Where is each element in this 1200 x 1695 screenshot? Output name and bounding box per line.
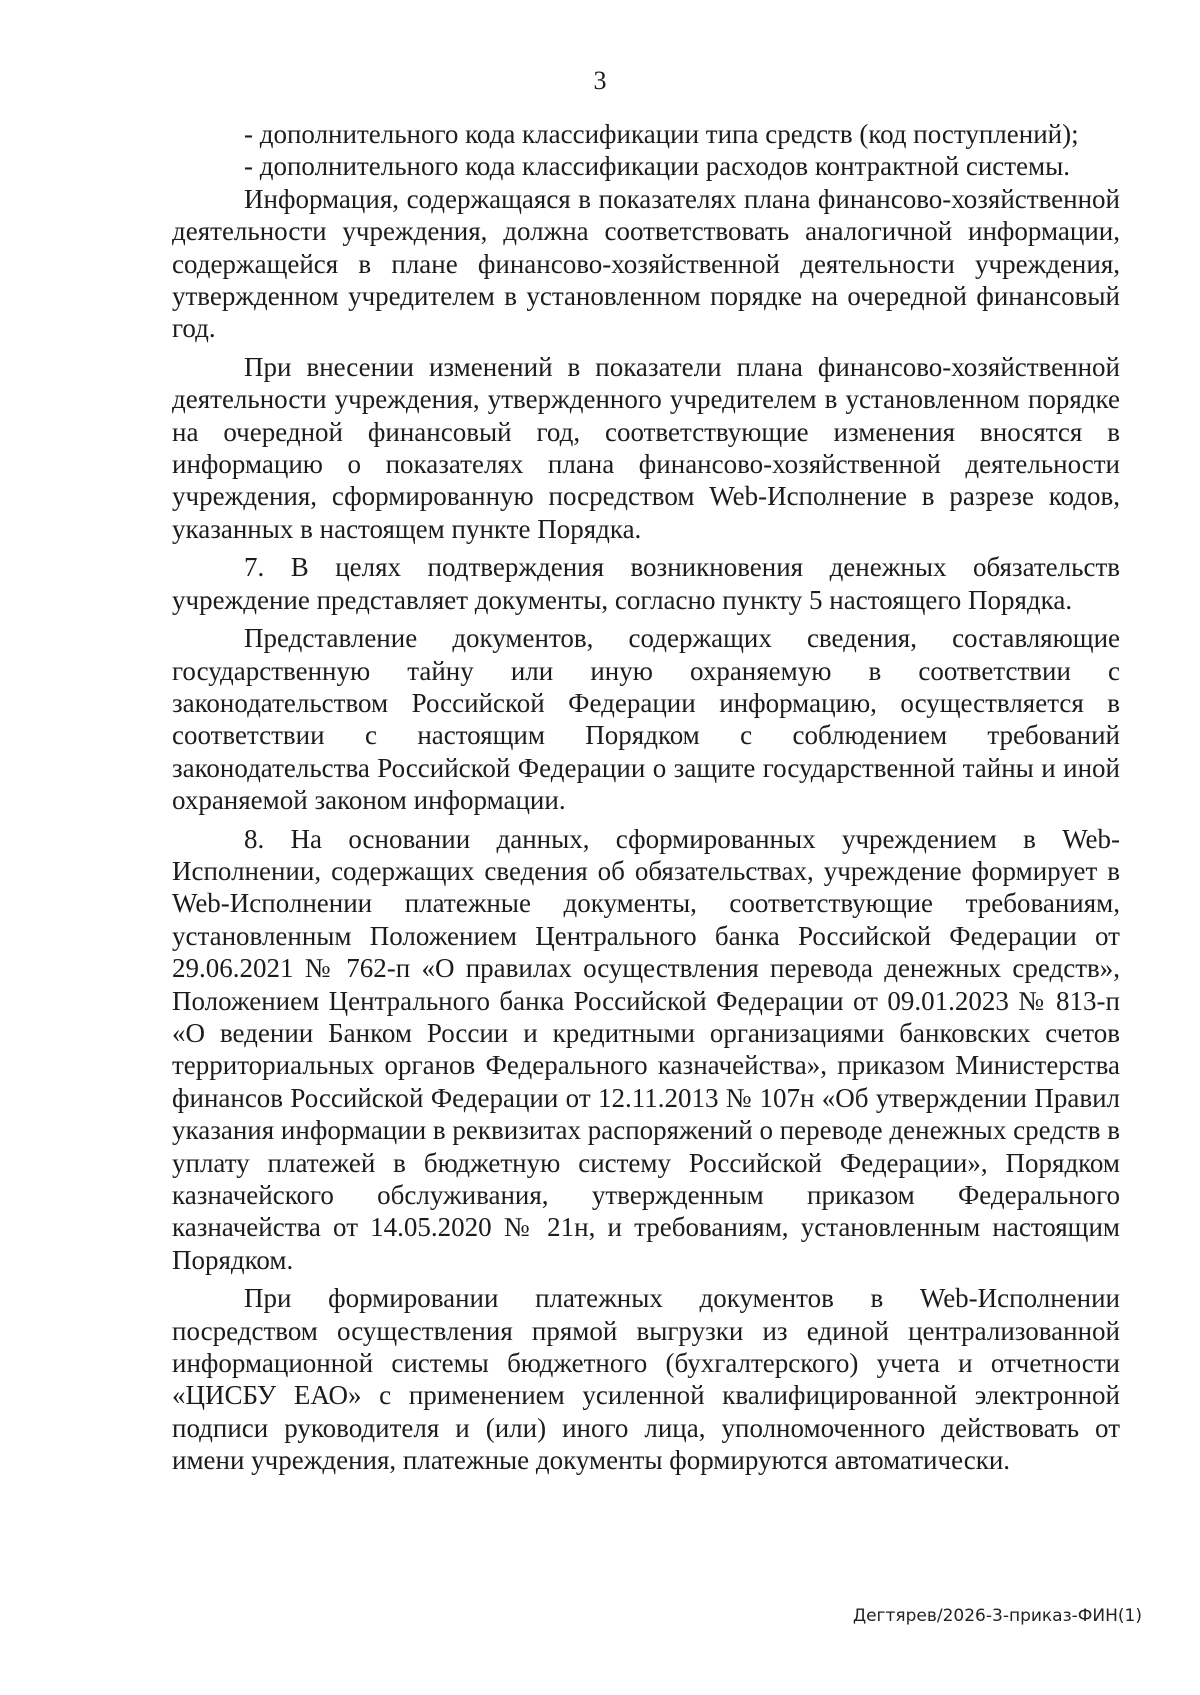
paragraph-item-8: 8. На основании данных, сформированных учреждением в Web-Исполнении, содержащих сведения об обязательствах, учреждение формирует в Web-Исполнении платежные документы, соответствующие требованиям, установленным Положением Центрального банка Российской Федерации от 29.06.2021 № 762-п «О правилах осуществления перевода денежных средств», Положением Центрального банка Российской Федерации от 09.01.2023 № 813-п «О ведении Банком России и кредитными организациями банковских счетов территориальных органов Федерального казначейства», приказом Министерства финансов Российской Федерации от 12.11.2013 № 107н «Об утверждении Правил указания информации в реквизитах распоряжений о переводе денежных средств в уплату платежей в бюджетную систему Российской Федерации», Порядком казначейского обслуживания, утвержденным приказом Федерального казначейства от 14.05.2020 № 21н, и требованиям, установленным настоящим Порядком. xyxy=(172,823,1120,1275)
paragraph-plan-changes: При внесении изменений в показатели плана финансово-хозяйственной деятельности учреждения, утвержденного учредителем в установленном порядке на очередной финансовый год, соответствующие изменения вносятся в информацию о показателях плана финансово-хозяйственной деятельности учреждения, сформированную посредством Web-Исполнение в разрезе кодов, указанных в настоящем пункте Порядка. xyxy=(172,351,1120,544)
footer-document-code: Дегтярев/2026-3-приказ-ФИН(1) xyxy=(852,1606,1142,1626)
paragraph-item-7: 7. В целях подтверждения возникновения денежных обязательств учреждение представляет документы, согласно пункту 5 настоящего Порядка. xyxy=(172,552,1120,615)
paragraph-additional-expense-code: - дополнительного кода классификации расходов контрактной системы. xyxy=(244,151,1071,182)
page-number: 3 xyxy=(593,66,607,95)
paragraph-state-secret: Представление документов, содержащих сведения, составляющие государственную тайну или иную охраняемую в соответствии с законодательством Российской Федерации информацию, осуществляется в соответствии с настоящим Порядком с соблюдением требований законодательства Российской Федерации о защите государственной тайны и иной охраняемой законом информации. xyxy=(172,623,1120,816)
paragraph-plan-information: Информация, содержащаяся в показателях плана финансово-хозяйственной деятельности учреждения, должна соответствовать аналогичной информации, содержащейся в плане финансово-хозяйственной деятельности учреждения, утвержденном учредителем в установленном порядке на очередной финансовый год. xyxy=(172,183,1120,344)
document-body xyxy=(172,118,1120,1483)
paragraph-payment-documents: При формировании платежных документов в Web-Исполнении посредством осуществления прямой выгрузки из единой централизованной информационной системы бюджетного (бухгалтерского) учета и отчетности «ЦИСБУ ЕАО» с применением усиленной квалифицированной электронной подписи руководителя и (или) иного лица, уполномоченного действовать от имени учреждения, платежные документы формируются автоматически. xyxy=(172,1283,1120,1476)
paragraph-additional-income-code: - дополнительного кода классификации типа средств (код поступлений); xyxy=(244,119,1079,149)
